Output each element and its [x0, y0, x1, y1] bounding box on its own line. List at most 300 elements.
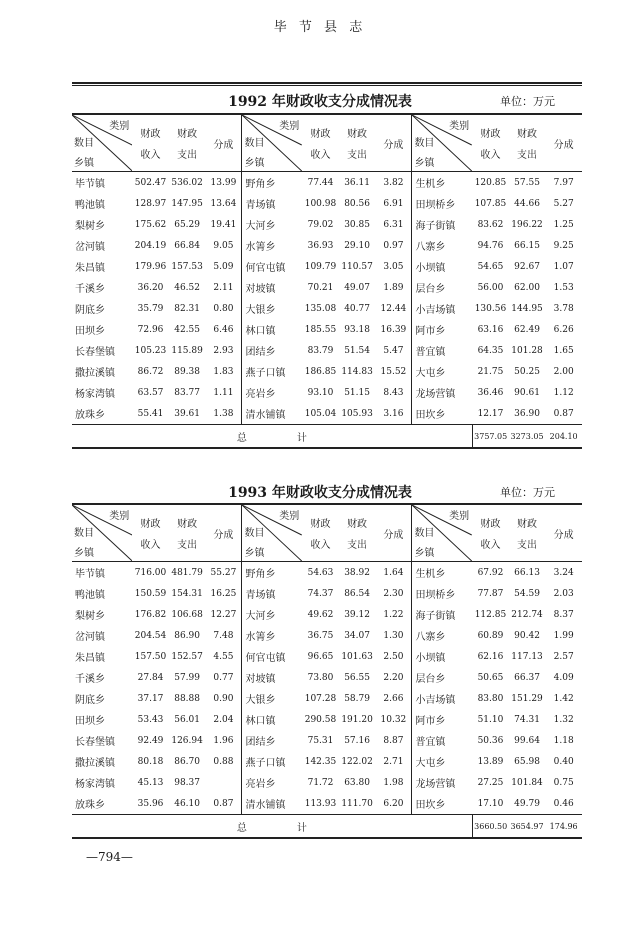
income-value: 77.44	[307, 177, 334, 188]
income-value: 128.97	[134, 198, 167, 209]
income-value: 185.55	[304, 324, 337, 335]
share-value: 6.26	[553, 324, 574, 335]
table-row	[72, 403, 582, 425]
expense-value: 110.57	[341, 261, 373, 272]
header-category-label: 类别	[449, 121, 470, 132]
town-name: 毕节镇	[75, 179, 105, 190]
share-value: 2.50	[383, 651, 404, 662]
income-value: 54.65	[477, 261, 504, 272]
expense-value: 157.53	[171, 261, 203, 272]
expense-value: 196.22	[511, 219, 543, 230]
total-income: 3757.05	[472, 425, 509, 449]
header-item-label: 数目	[74, 138, 94, 149]
header-town-label: 乡镇	[74, 548, 94, 559]
expense-value: 50.25	[514, 366, 540, 377]
expense-value: 39.12	[344, 609, 370, 620]
income-value: 45.13	[137, 777, 164, 788]
share-value: 4.09	[553, 672, 574, 683]
header-income	[132, 504, 169, 562]
header-item-label: 数目	[244, 138, 265, 149]
table-row	[72, 583, 582, 604]
expense-value: 98.37	[174, 777, 200, 788]
town-name: 层台乡	[412, 277, 472, 298]
share-value: 1.96	[213, 735, 234, 746]
town-name: 大河乡	[242, 604, 302, 625]
expense-value: 46.10	[174, 798, 200, 809]
expense-value: 46.52	[174, 282, 200, 293]
town-name: 林口镇	[242, 319, 302, 340]
table-row	[72, 298, 582, 319]
town-name: 大屯乡	[412, 751, 472, 772]
income-value: 142.35	[304, 756, 337, 767]
expense-value: 92.67	[514, 261, 540, 272]
town-name: 海子街镇	[412, 604, 472, 625]
table-title-1993: 1993 年财政收支分成情况表	[228, 485, 412, 501]
share-value: 16.25	[210, 588, 237, 599]
total-row	[72, 425, 582, 449]
expense-value: 122.02	[341, 756, 373, 767]
expense-value: 49.79	[514, 798, 540, 809]
share-value: 0.77	[213, 672, 234, 683]
expense-value: 44.66	[514, 198, 540, 209]
expense-value: 101.28	[511, 345, 543, 356]
income-value: 12.17	[477, 408, 504, 419]
expense-value: 74.31	[514, 714, 540, 725]
share-value: 1.65	[553, 345, 574, 356]
town-name: 阴底乡	[75, 305, 105, 316]
share-value: 1.53	[553, 282, 574, 293]
expense-value: 34.07	[344, 630, 370, 641]
income-value: 86.72	[137, 366, 164, 377]
share-value: 9.05	[213, 240, 234, 251]
expense-value: 86.90	[174, 630, 200, 641]
town-name: 梨树乡	[75, 221, 105, 232]
table-row	[72, 382, 582, 403]
table-row	[72, 214, 582, 235]
share-value: 0.90	[213, 693, 234, 704]
header-share: 分成	[205, 504, 242, 562]
share-value: 16.39	[380, 324, 407, 335]
share-value: 2.03	[553, 588, 574, 599]
town-name: 长春堡镇	[75, 737, 115, 748]
share-value: 1.38	[213, 408, 234, 419]
income-value: 290.58	[304, 714, 337, 725]
income-value: 83.62	[477, 219, 504, 230]
header-expense-line: 支出	[517, 150, 538, 161]
expense-value: 83.77	[174, 387, 200, 398]
share-value: 13.99	[210, 177, 237, 188]
expense-value: 86.70	[174, 756, 200, 767]
town-name: 龙场营镇	[412, 382, 472, 403]
table-row	[72, 625, 582, 646]
town-name: 野角乡	[242, 172, 302, 194]
share-value: 2.11	[213, 282, 234, 293]
header-category-label: 类别	[109, 511, 130, 522]
expense-value: 147.95	[171, 198, 203, 209]
town-name: 生机乡	[412, 172, 472, 194]
income-value: 150.59	[134, 588, 167, 599]
share-value: 0.75	[553, 777, 574, 788]
header-expense-line: 财政	[177, 129, 198, 140]
expense-value: 93.18	[344, 324, 370, 335]
share-value: 1.99	[553, 630, 574, 641]
diagonal-header-cell	[242, 504, 302, 562]
town-name: 海子街镇	[412, 214, 472, 235]
income-value: 13.89	[477, 756, 504, 767]
town-name: 对坡镇	[242, 277, 302, 298]
share-value: 15.52	[380, 366, 407, 377]
finance-table-1992	[72, 113, 582, 449]
town-name: 田坝乡	[75, 716, 105, 727]
table-row	[72, 319, 582, 340]
income-value: 35.96	[137, 798, 164, 809]
expense-value: 89.38	[174, 366, 200, 377]
expense-value: 62.00	[514, 282, 540, 293]
income-value: 50.36	[477, 735, 504, 746]
table-row	[72, 235, 582, 256]
table-row	[72, 688, 582, 709]
header-share: 分成	[545, 114, 582, 172]
table-row	[72, 730, 582, 751]
header-income	[472, 504, 509, 562]
income-value: 186.85	[304, 366, 337, 377]
expense-value: 30.85	[344, 219, 370, 230]
total-row	[72, 815, 582, 839]
share-value: 6.46	[213, 324, 234, 335]
income-value: 96.65	[307, 651, 334, 662]
town-name: 千溪乡	[75, 284, 105, 295]
income-value: 51.10	[477, 714, 504, 725]
town-name: 团结乡	[242, 340, 302, 361]
expense-value: 57.99	[174, 672, 200, 683]
header-item-label: 数目	[244, 528, 265, 539]
town-name: 青场镇	[242, 193, 302, 214]
total-expense: 3654.97	[509, 815, 546, 839]
header-town-label: 乡镇	[244, 548, 265, 559]
town-name: 千溪乡	[75, 674, 105, 685]
town-name: 小坝镇	[412, 646, 472, 667]
expense-value: 29.10	[344, 240, 370, 251]
town-name: 岔河镇	[75, 632, 105, 643]
town-name: 毕节镇	[75, 569, 105, 580]
share-value	[205, 772, 242, 793]
header-share: 分成	[375, 114, 412, 172]
header-income-line: 收入	[310, 540, 331, 551]
income-value: 175.62	[134, 219, 167, 230]
town-name: 放珠乡	[75, 410, 105, 421]
header-category-label: 类别	[449, 511, 470, 522]
town-name: 燕子口镇	[242, 361, 302, 382]
share-value: 1.32	[553, 714, 574, 725]
expense-value: 62.49	[514, 324, 540, 335]
income-value: 716.00	[134, 567, 167, 578]
town-name: 大银乡	[242, 298, 302, 319]
town-name: 八寨乡	[412, 235, 472, 256]
share-value: 6.91	[383, 198, 404, 209]
header-town-label: 乡镇	[414, 548, 435, 559]
income-value: 83.80	[477, 693, 504, 704]
expense-value: 36.11	[344, 177, 370, 188]
income-value: 36.93	[307, 240, 334, 251]
table-row	[72, 277, 582, 298]
income-value: 21.75	[477, 366, 504, 377]
header-income	[132, 114, 169, 172]
town-name: 朱昌镇	[75, 653, 105, 664]
expense-value: 65.98	[514, 756, 540, 767]
expense-value: 152.57	[171, 651, 203, 662]
table-row	[72, 772, 582, 793]
share-value: 0.46	[553, 798, 574, 809]
income-value: 62.16	[477, 651, 504, 662]
header-expense-line: 支出	[177, 540, 198, 551]
expense-value: 49.07	[344, 282, 370, 293]
expense-value: 66.84	[174, 240, 200, 251]
expense-value: 80.56	[344, 198, 370, 209]
income-value: 94.76	[477, 240, 504, 251]
header-income-line: 财政	[140, 519, 161, 530]
expense-value: 88.88	[174, 693, 200, 704]
share-value: 10.32	[380, 714, 407, 725]
diagonal-header-cell	[412, 504, 472, 562]
header-expense-line: 财政	[347, 519, 368, 530]
income-value: 63.16	[477, 324, 504, 335]
expense-value: 38.92	[344, 567, 370, 578]
share-value: 1.11	[213, 387, 234, 398]
expense-value: 42.55	[174, 324, 200, 335]
expense-value: 212.74	[511, 609, 543, 620]
expense-value: 56.55	[344, 672, 370, 683]
share-value: 1.98	[383, 777, 404, 788]
town-name: 撒拉溪镇	[75, 368, 115, 379]
town-name: 亮岩乡	[242, 382, 302, 403]
header-expense	[509, 504, 546, 562]
header-expense	[169, 114, 206, 172]
share-value: 5.47	[383, 345, 404, 356]
income-value: 130.56	[474, 303, 507, 314]
total-label: 总 计	[72, 815, 472, 839]
income-value: 64.35	[477, 345, 504, 356]
share-value: 19.41	[210, 219, 237, 230]
town-name: 小吉场镇	[412, 298, 472, 319]
town-name: 燕子口镇	[242, 751, 302, 772]
town-name: 田坎乡	[412, 793, 472, 815]
header-expense	[339, 114, 376, 172]
income-value: 53.43	[137, 714, 164, 725]
share-value: 6.31	[383, 219, 404, 230]
income-value: 56.00	[477, 282, 504, 293]
header-income-line: 财政	[140, 129, 161, 140]
income-value: 37.17	[137, 693, 164, 704]
share-value: 3.05	[383, 261, 404, 272]
income-value: 36.20	[137, 282, 164, 293]
header-income-line: 财政	[310, 519, 331, 530]
income-value: 72.96	[137, 324, 164, 335]
expense-value: 106.68	[171, 609, 203, 620]
town-name: 鸭池镇	[75, 590, 105, 601]
share-value: 8.43	[383, 387, 404, 398]
expense-value: 101.84	[511, 777, 543, 788]
share-value: 1.18	[553, 735, 574, 746]
header-expense-line: 支出	[517, 540, 538, 551]
expense-value: 39.61	[174, 408, 200, 419]
town-name: 清水铺镇	[242, 793, 302, 815]
header-expense-line: 支出	[347, 540, 368, 551]
expense-value: 151.29	[511, 693, 543, 704]
income-value: 36.46	[477, 387, 504, 398]
share-value: 0.40	[553, 756, 574, 767]
header-rule	[72, 85, 582, 86]
table-row	[72, 340, 582, 361]
income-value: 109.79	[304, 261, 337, 272]
income-value: 79.02	[307, 219, 334, 230]
expense-value: 63.80	[344, 777, 370, 788]
header-category-label: 类别	[279, 511, 300, 522]
share-value: 0.97	[383, 240, 404, 251]
share-value: 1.83	[213, 366, 234, 377]
income-value: 77.87	[477, 588, 504, 599]
town-name: 大河乡	[242, 214, 302, 235]
income-value: 67.92	[477, 567, 504, 578]
income-value: 107.28	[304, 693, 337, 704]
income-value: 204.19	[134, 240, 167, 251]
diagonal-header-cell	[242, 114, 302, 172]
town-name: 杨家湾镇	[75, 779, 115, 790]
income-value: 73.80	[307, 672, 334, 683]
expense-value: 126.94	[171, 735, 203, 746]
expense-value: 144.95	[511, 303, 543, 314]
share-value: 1.89	[383, 282, 404, 293]
town-name: 对坡镇	[242, 667, 302, 688]
expense-value: 105.93	[341, 408, 373, 419]
town-name: 撒拉溪镇	[75, 758, 115, 769]
share-value: 2.57	[553, 651, 574, 662]
town-name: 八寨乡	[412, 625, 472, 646]
header-income-line: 财政	[480, 129, 501, 140]
share-value: 3.24	[553, 567, 574, 578]
header-income	[302, 114, 339, 172]
table-row	[72, 172, 582, 194]
header-income-line: 收入	[480, 150, 501, 161]
expense-value: 191.20	[341, 714, 373, 725]
expense-value: 66.37	[514, 672, 540, 683]
town-name: 清水铺镇	[242, 403, 302, 425]
header-item-label: 数目	[414, 138, 435, 149]
header-expense-line: 财政	[177, 519, 198, 530]
town-name: 大银乡	[242, 688, 302, 709]
income-value: 80.18	[137, 756, 164, 767]
total-share: 204.10	[545, 425, 582, 449]
income-value: 71.72	[307, 777, 334, 788]
header-rule	[72, 82, 582, 84]
expense-value: 54.59	[514, 588, 540, 599]
share-value: 0.80	[213, 303, 234, 314]
page-number: —794—	[86, 850, 133, 864]
income-value: 36.75	[307, 630, 334, 641]
expense-value: 481.79	[171, 567, 203, 578]
table-row	[72, 604, 582, 625]
share-value: 12.44	[380, 303, 407, 314]
expense-value: 58.79	[344, 693, 370, 704]
town-name: 岔河镇	[75, 242, 105, 253]
total-income: 3660.50	[472, 815, 509, 839]
share-value: 1.64	[383, 567, 404, 578]
expense-value: 90.42	[514, 630, 540, 641]
header-expense-line: 财政	[347, 129, 368, 140]
share-value: 1.07	[553, 261, 574, 272]
share-value: 2.71	[383, 756, 404, 767]
header-expense-line: 财政	[517, 129, 538, 140]
header-income-line: 收入	[480, 540, 501, 551]
income-value: 74.37	[307, 588, 334, 599]
share-value: 2.20	[383, 672, 404, 683]
expense-value: 40.77	[344, 303, 370, 314]
income-value: 17.10	[477, 798, 504, 809]
header-category-label: 类别	[279, 121, 300, 132]
town-name: 何官屯镇	[242, 646, 302, 667]
share-value: 3.82	[383, 177, 404, 188]
expense-value: 66.13	[514, 567, 540, 578]
share-value: 55.27	[210, 567, 237, 578]
town-name: 生机乡	[412, 562, 472, 584]
unit-label-1993: 单位：万元	[500, 486, 555, 499]
town-name: 普宜镇	[412, 340, 472, 361]
share-value: 1.30	[383, 630, 404, 641]
table-row	[72, 256, 582, 277]
town-name: 林口镇	[242, 709, 302, 730]
share-value: 13.64	[210, 198, 237, 209]
income-value: 70.21	[307, 282, 334, 293]
share-value: 5.09	[213, 261, 234, 272]
income-value: 50.65	[477, 672, 504, 683]
income-value: 63.57	[137, 387, 164, 398]
income-value: 176.82	[134, 609, 167, 620]
share-value: 9.25	[553, 240, 574, 251]
expense-value: 115.89	[171, 345, 203, 356]
town-name: 龙场营镇	[412, 772, 472, 793]
town-name: 田坝桥乡	[412, 583, 472, 604]
header-expense	[169, 504, 206, 562]
header-income-line: 财政	[310, 129, 331, 140]
income-value: 100.98	[304, 198, 337, 209]
income-value: 49.62	[307, 609, 334, 620]
town-name: 大屯乡	[412, 361, 472, 382]
income-value: 112.85	[474, 609, 507, 620]
share-value: 2.30	[383, 588, 404, 599]
town-name: 亮岩乡	[242, 772, 302, 793]
table-row	[72, 751, 582, 772]
town-name: 水箐乡	[242, 235, 302, 256]
book-header-title: 毕 节 县 志	[273, 20, 367, 35]
header-category-label: 类别	[109, 121, 130, 132]
town-name: 野角乡	[242, 562, 302, 584]
share-value: 2.93	[213, 345, 234, 356]
table-row	[72, 193, 582, 214]
town-name: 水箐乡	[242, 625, 302, 646]
town-name: 鸭池镇	[75, 200, 105, 211]
income-value: 105.23	[134, 345, 167, 356]
header-item-label: 数目	[414, 528, 435, 539]
expense-value: 536.02	[171, 177, 203, 188]
town-name: 阿市乡	[412, 319, 472, 340]
header-expense	[509, 114, 546, 172]
share-value: 1.25	[553, 219, 574, 230]
income-value: 204.54	[134, 630, 167, 641]
expense-value: 57.55	[514, 177, 540, 188]
income-value: 502.47	[134, 177, 167, 188]
income-value: 75.31	[307, 735, 334, 746]
header-income-line: 收入	[310, 150, 331, 161]
expense-value: 56.01	[174, 714, 200, 725]
